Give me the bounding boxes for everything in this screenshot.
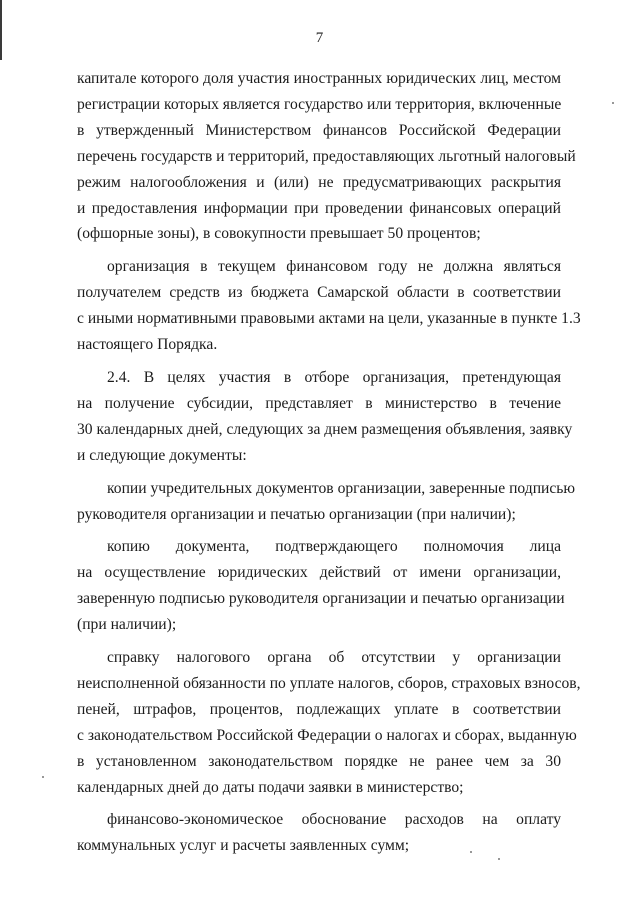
document-body	[77, 66, 581, 866]
text-line: коммунальных услуг и расчеты заявленных сумм;	[77, 837, 410, 855]
text-line: финансово-экономическое обоснование расходов на оплату	[107, 811, 561, 829]
text-line: копию документа, подтверждающего полномочия лица	[107, 538, 561, 556]
text-line: (офшорные зоны), в совокупности превышает 50 процентов;	[77, 225, 481, 243]
text-line: в утвержденный Министерством финансов Российской Федерации	[77, 121, 561, 139]
paragraph	[77, 534, 565, 638]
text-line: капитале которого доля участия иностранных юридических лиц, местом	[77, 70, 561, 87]
text-line: с иными нормативными правовыми актами на цели, указанные в пункте 1.3	[77, 310, 581, 328]
text-line: настоящего Порядка.	[77, 336, 218, 354]
text-line: регистрации которых является государство или территория, включенные	[77, 95, 562, 113]
text-line: и следующие документы:	[77, 446, 247, 464]
text-line: и предоставления информации при проведении финансовых операций	[77, 199, 561, 217]
text-line: 2.4. В целях участия в отборе организация, претендующая	[107, 368, 561, 386]
text-line: (при наличии);	[77, 616, 177, 634]
text-line: получателем средств из бюджета Самарской области в соответствии	[77, 284, 561, 302]
paragraph	[77, 645, 581, 800]
paragraph	[77, 476, 576, 528]
text-line: пеней, штрафов, процентов, подлежащих уплате в соответствии	[77, 700, 561, 718]
text-line: организация в текущем финансовом году не должна являться	[107, 258, 561, 276]
paragraph	[77, 807, 561, 859]
scan-speck	[42, 776, 44, 778]
text-line: на получение субсидии, представляет в министерство в течение	[77, 394, 561, 412]
text-line: справку налогового органа об отсутствии у организации	[107, 649, 561, 667]
text-line: копии учредительных документов организации, заверенные подписью	[107, 479, 576, 497]
text-line: 30 календарных дней, следующих за днем размещения объявления, заявку	[77, 420, 573, 438]
text-line: режим налогообложения и (или) не предусматривающих раскрытия	[77, 173, 561, 191]
text-line: перечень государств и территорий, предоставляющих льготный налоговый	[77, 147, 576, 165]
text-line: заверенную подписью руководителя организации и печатью организации	[77, 590, 565, 608]
text-line: на осуществление юридических действий от имени организации,	[77, 564, 561, 582]
text-line: неисполненной обязанности по уплате налогов, сборов, страховых взносов,	[77, 674, 581, 692]
text-line: с законодательством Российской Федерации о налогах и сборах, выданную	[77, 726, 577, 744]
paragraph	[77, 365, 573, 469]
scan-speck	[612, 102, 614, 104]
text-line: календарных дней до даты подачи заявки в министерство;	[77, 778, 464, 796]
paragraph	[77, 254, 581, 358]
paragraph	[77, 66, 576, 247]
page-number: 7	[315, 30, 324, 46]
text-line: руководителя организации и печатью организации (при наличии);	[77, 505, 516, 523]
text-line: в установленном законодательством порядке не ранее чем за 30	[77, 752, 561, 770]
